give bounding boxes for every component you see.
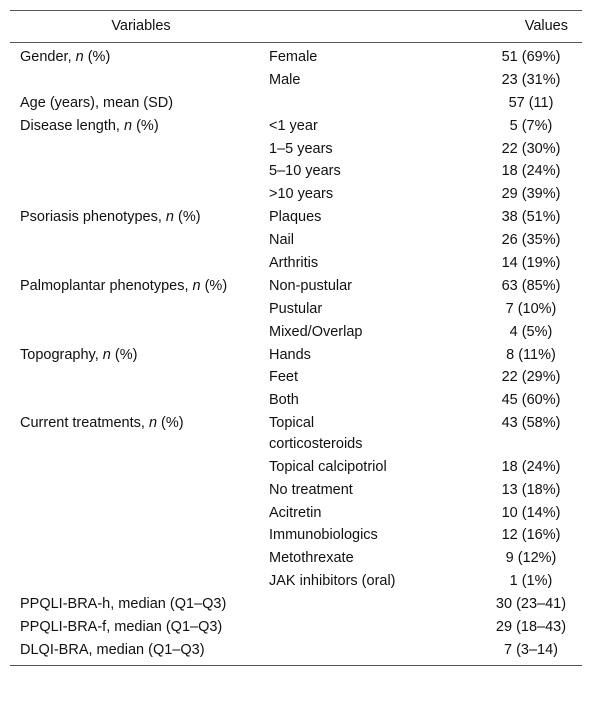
subcategory-cell: Topical corticosteroids bbox=[269, 415, 363, 452]
table-row bbox=[10, 593, 582, 616]
subcategory-cell: Acitretin bbox=[269, 504, 322, 521]
header-variables: Variables bbox=[111, 18, 171, 34]
variable-suffix: (%) bbox=[83, 49, 111, 65]
variable-label: Gender, bbox=[20, 49, 76, 65]
subcategory-cell: <1 year bbox=[269, 117, 318, 134]
value-cell: 14 (19%) bbox=[501, 255, 561, 272]
value-cell: 5 (7%) bbox=[509, 117, 553, 134]
table-row bbox=[10, 502, 582, 525]
variable-suffix: (%) bbox=[173, 209, 201, 226]
variable-label: PPQLI-BRA-f, median (Q1–Q3) bbox=[20, 618, 223, 635]
table-row bbox=[10, 138, 582, 161]
value-cell: 8 (11%) bbox=[506, 346, 556, 363]
table-row bbox=[10, 389, 582, 412]
value-cell: 7 (10%) bbox=[505, 300, 557, 317]
value-cell: 38 (51%) bbox=[501, 209, 561, 226]
value-cell: 57 (11) bbox=[508, 94, 554, 111]
variable-cell bbox=[10, 47, 269, 68]
variable-cell bbox=[10, 276, 269, 297]
table-row bbox=[10, 524, 582, 547]
table-row bbox=[10, 115, 582, 138]
subcategory-cell: Mixed/Overlap bbox=[269, 323, 363, 340]
variable-cell bbox=[10, 345, 269, 366]
table-header bbox=[10, 11, 582, 43]
subcategory-cell: 5–10 years bbox=[269, 163, 341, 180]
table-row bbox=[10, 92, 582, 115]
subcategory-cell: Arthritis bbox=[269, 255, 319, 272]
table-row bbox=[10, 160, 582, 183]
variable-suffix: (%) bbox=[157, 415, 184, 432]
variable-label: PPQLI-BRA-h, median (Q1–Q3) bbox=[20, 596, 227, 613]
table-row bbox=[10, 298, 582, 321]
value-cell: 22 (29%) bbox=[501, 369, 561, 386]
value-cell: 7 (3–14) bbox=[503, 641, 558, 658]
table-row bbox=[10, 479, 582, 502]
value-cell: 13 (18%) bbox=[501, 481, 561, 498]
variable-label: Age (years), mean (SD) bbox=[20, 94, 174, 111]
value-cell: 12 (16%) bbox=[501, 527, 561, 544]
table-row bbox=[10, 547, 582, 570]
value-cell: 1 (1%) bbox=[509, 573, 553, 590]
value-cell: 63 (85%) bbox=[501, 277, 561, 294]
table-row bbox=[10, 616, 582, 639]
variable-cell bbox=[10, 594, 269, 615]
value-cell: 9 (12%) bbox=[505, 550, 557, 567]
variable-label: Disease length, bbox=[20, 117, 124, 134]
value-cell: 23 (31%) bbox=[501, 71, 561, 88]
variable-n-italic: n bbox=[165, 209, 174, 226]
table-row bbox=[10, 275, 582, 298]
subcategory-cell: Nail bbox=[269, 232, 294, 249]
variable-cell bbox=[10, 116, 269, 137]
variable-n-italic: n bbox=[148, 415, 158, 432]
header-values: Values bbox=[524, 18, 568, 34]
table-row bbox=[10, 412, 582, 455]
table-row bbox=[10, 252, 582, 275]
value-cell: 22 (30%) bbox=[501, 140, 561, 157]
table-row bbox=[10, 46, 582, 69]
value-cell: 43 (58%) bbox=[501, 415, 561, 432]
value-cell: 29 (18–43) bbox=[495, 618, 567, 635]
variable-cell bbox=[10, 640, 269, 661]
variable-cell bbox=[10, 207, 269, 228]
subcategory-cell: Male bbox=[269, 71, 301, 88]
variable-label: Current treatments, bbox=[20, 415, 149, 432]
table-row bbox=[10, 366, 582, 389]
value-cell: 30 (23–41) bbox=[495, 596, 567, 613]
table-body bbox=[10, 43, 582, 665]
subcategory-cell: Both bbox=[269, 392, 299, 409]
subcategory-cell: Female bbox=[269, 49, 318, 65]
variable-n-italic: n bbox=[102, 346, 111, 363]
variable-label: Topography, bbox=[20, 346, 103, 363]
table-row bbox=[10, 639, 582, 662]
characteristics-table bbox=[10, 10, 582, 666]
table-row bbox=[10, 229, 582, 252]
variable-n-italic: n bbox=[192, 277, 201, 294]
subcategory-cell: JAK inhibitors (oral) bbox=[269, 573, 396, 590]
table-row bbox=[10, 183, 582, 206]
table-row bbox=[10, 344, 582, 367]
value-cell: 18 (24%) bbox=[501, 163, 561, 180]
variable-label: Palmoplantar phenotypes, bbox=[20, 277, 193, 294]
variable-suffix: (%) bbox=[110, 346, 138, 363]
subcategory-cell: Immunobiologics bbox=[269, 527, 378, 544]
subcategory-cell: Hands bbox=[269, 346, 311, 363]
variable-suffix: (%) bbox=[132, 117, 159, 134]
variable-n-italic: n bbox=[123, 117, 133, 134]
subcategory-cell: Non-pustular bbox=[269, 277, 353, 294]
table-row bbox=[10, 69, 582, 92]
variable-cell bbox=[10, 617, 269, 638]
variable-cell bbox=[10, 413, 269, 434]
value-cell: 29 (39%) bbox=[501, 186, 561, 203]
subcategory-cell: Feet bbox=[269, 369, 299, 386]
subcategory-cell: Metothrexate bbox=[269, 550, 354, 567]
value-cell: 4 (5%) bbox=[509, 323, 553, 340]
value-cell: 26 (35%) bbox=[501, 232, 561, 249]
table-row bbox=[10, 570, 582, 593]
variable-cell bbox=[10, 93, 269, 114]
subcategory-cell: Pustular bbox=[269, 300, 323, 317]
value-cell: 18 (24%) bbox=[501, 458, 561, 475]
subcategory-cell: >10 years bbox=[269, 186, 334, 203]
subcategory-cell: Plaques bbox=[269, 209, 322, 226]
table-row bbox=[10, 321, 582, 344]
subcategory-cell: No treatment bbox=[269, 481, 353, 498]
table-row bbox=[10, 206, 582, 229]
variable-label: DLQI-BRA, median (Q1–Q3) bbox=[20, 641, 205, 658]
variable-suffix: (%) bbox=[200, 277, 228, 294]
value-cell: 10 (14%) bbox=[501, 504, 561, 521]
value-cell: 45 (60%) bbox=[501, 392, 561, 409]
variable-label: Psoriasis phenotypes, bbox=[20, 209, 166, 226]
subcategory-cell: 1–5 years bbox=[269, 140, 333, 157]
value-cell: 51 (69%) bbox=[501, 49, 561, 65]
subcategory-cell: Topical calcipotriol bbox=[269, 458, 387, 475]
variable-n-italic: n bbox=[75, 49, 84, 65]
table-row bbox=[10, 456, 582, 479]
